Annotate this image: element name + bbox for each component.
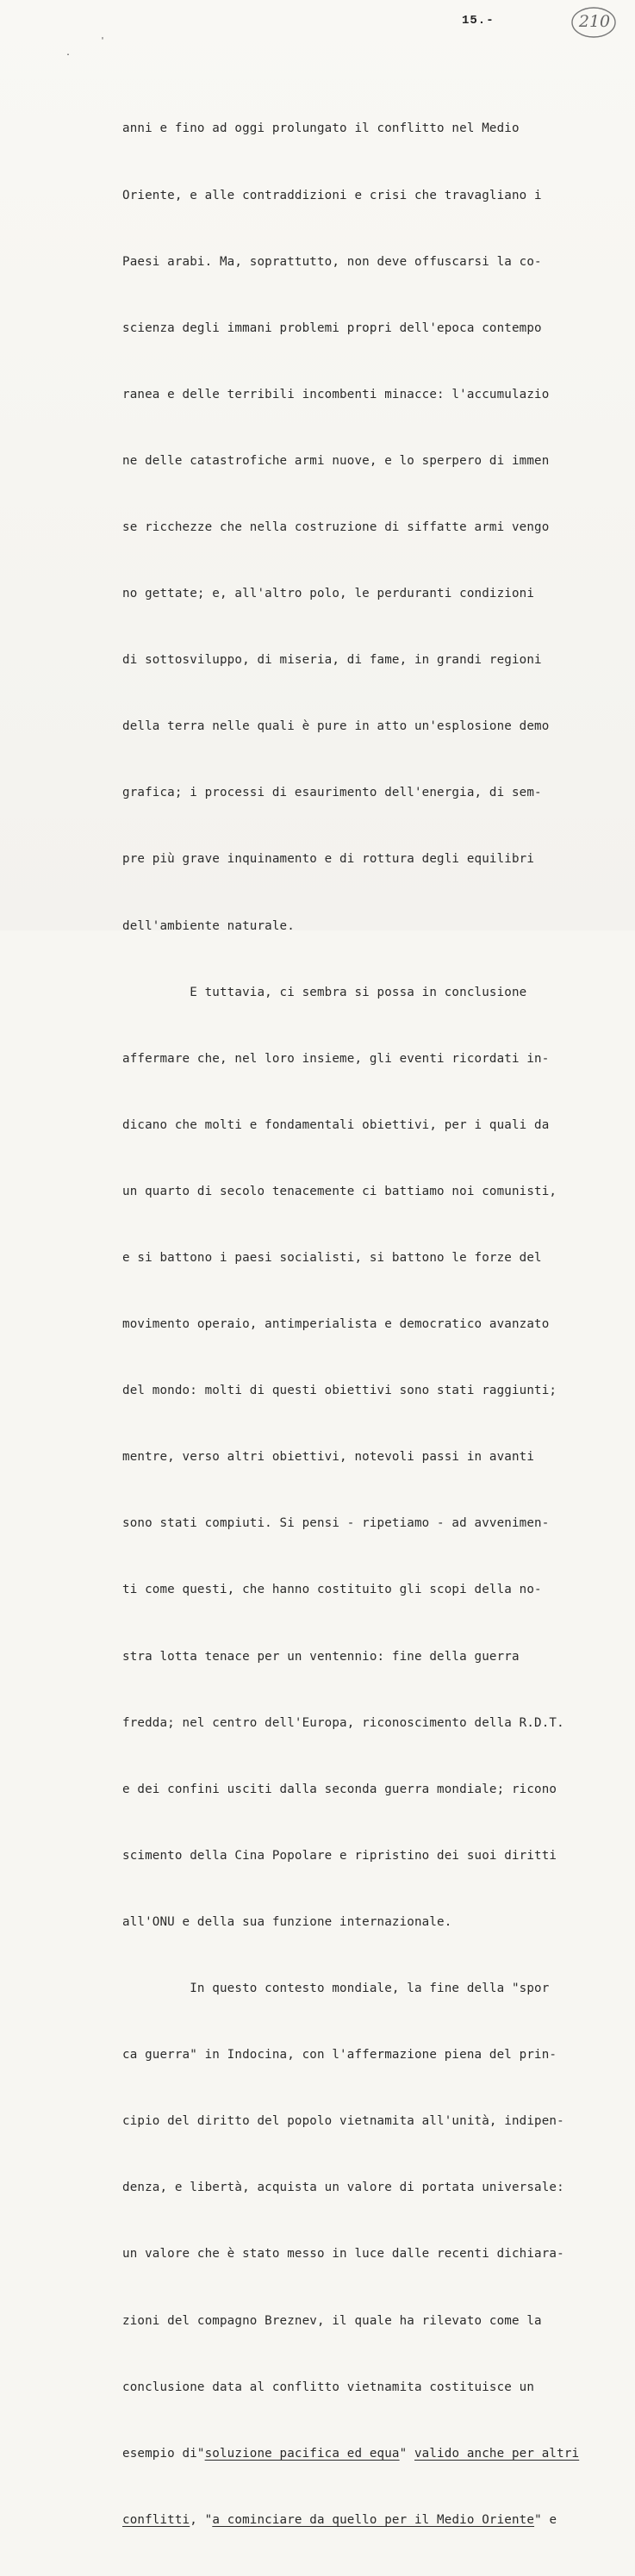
text-line: mentre, verso altri obiettivi, notevoli passi in avanti	[122, 1450, 535, 1465]
text-line: scimento della Cina Popolare e ripristino dei suoi diritti	[122, 1848, 557, 1863]
text-line: In questo contesto mondiale, la fine della "spor	[122, 1982, 550, 1996]
text-line: stra lotta tenace per un ventennio: fine della guerra	[122, 1649, 520, 1664]
text-line: scienza degli immani problemi propri dell'epoca contempo	[122, 320, 542, 335]
text-line: sono stati compiuti. Si pensi - ripetiamo - ad avvenimen-	[122, 1516, 550, 1531]
underlined-phrase: conflitti	[122, 2512, 190, 2527]
page-number: 15.-	[462, 14, 495, 28]
text-line: denza, e libertà, acquista un valore di portata universale:	[122, 2181, 564, 2195]
text-line: affermare che, nel loro insieme, gli eventi ricordati in-	[122, 1051, 550, 1066]
text-fragment: esempio di"	[122, 2446, 205, 2461]
text-line: movimento operaio, antimperialista e democratico avanzato	[122, 1317, 550, 1332]
text-line: ti come questi, che hanno costituito gli scopi della no-	[122, 1583, 542, 1597]
text-line: e dei confini usciti dalla seconda guerra mondiale; ricono	[122, 1782, 557, 1796]
text-line: pre più grave inquinamento e di rottura degli equilibri	[122, 852, 535, 867]
text-line: E tuttavia, ci sembra si possa in conclusione	[122, 985, 527, 999]
text-line: dicano che molti e fondamentali obiettivi, per i quali da	[122, 1117, 550, 1132]
text-line: se ricchezze che nella costruzione di siffatte armi vengo	[122, 520, 550, 534]
text-line: no gettate; e, all'altro polo, le perduranti condizioni	[122, 587, 535, 601]
underlined-phrase: soluzione pacifica ed equa	[204, 2446, 400, 2461]
text-line	[122, 2443, 588, 2466]
text-fragment: " e	[534, 2512, 557, 2527]
text-line	[122, 2510, 588, 2532]
text-line: ca guerra" in Indocina, con l'affermazione piena del prin-	[122, 2048, 557, 2063]
underlined-phrase: valido anche per altri	[414, 2446, 580, 2461]
text-line: Oriente, e alle contraddizioni e crisi che travagliano i	[122, 188, 542, 202]
text-line: anni e fino ad oggi prolungato il conflitto nel Medio	[122, 121, 520, 136]
text-line: ne delle catastrofiche armi nuove, e lo sperpero di immen	[122, 453, 550, 468]
text-line: grafica; i processi di esaurimento dell'energia, di sem-	[122, 786, 542, 800]
text-fragment: , "	[190, 2512, 213, 2527]
text-line: dell'ambiente naturale.	[122, 918, 295, 933]
underlined-phrase: a cominciare da quello per il Medio Oriente	[212, 2512, 535, 2527]
text-line: un valore che è stato messo in luce dalle recenti dichiara-	[122, 2247, 564, 2262]
text-line: fredda; nel centro dell'Europa, riconoscimento della R.D.T.	[122, 1715, 564, 1730]
body-text	[122, 74, 588, 2576]
text-line: conclusione data al conflitto vietnamita costituisce un	[122, 2380, 535, 2394]
text-line: all'ONU e della sua funzione internazionale.	[122, 1914, 452, 1929]
text-line: della terra nelle quali è pure in atto un'esplosione demo	[122, 719, 550, 734]
margin-mark: .	[65, 48, 72, 58]
text-line: ranea e delle terribili incombenti minacce: l'accumulazio	[122, 387, 550, 401]
text-fragment: "	[399, 2446, 414, 2461]
text-line: cipio del diritto del popolo vietnamita all'unità, indipen-	[122, 2114, 564, 2129]
margin-mark: '	[100, 36, 106, 46]
text-line: del mondo: molti di questi obiettivi sono stati raggiunti;	[122, 1384, 557, 1398]
text-line: Paesi arabi. Ma, soprattutto, non deve offuscarsi la co-	[122, 254, 542, 269]
text-line: di sottosviluppo, di miseria, di fame, in grandi regioni	[122, 653, 542, 668]
archive-stamp-number: 210	[578, 12, 611, 31]
text-line: e si battono i paesi socialisti, si battono le forze del	[122, 1251, 542, 1265]
text-line: un quarto di secolo tenacemente ci battiamo noi comunisti,	[122, 1184, 557, 1198]
text-line: zioni del compagno Breznev, il quale ha rilevato come la	[122, 2313, 542, 2328]
